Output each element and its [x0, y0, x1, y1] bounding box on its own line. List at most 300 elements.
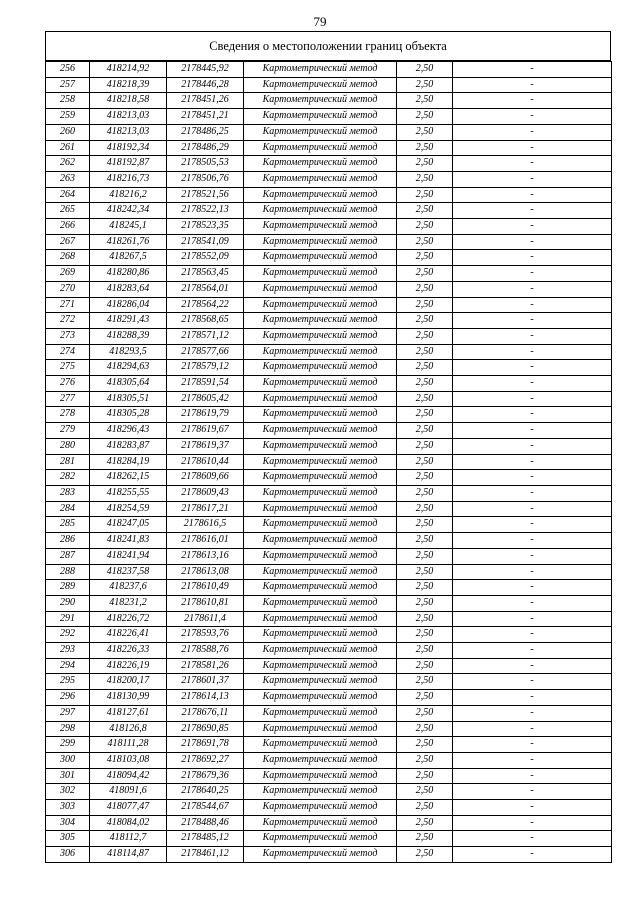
x-coordinate-cell: 418130,99: [90, 690, 167, 706]
table-row: [46, 360, 612, 376]
description-cell: -: [453, 187, 612, 203]
x-coordinate-cell: 418226,41: [90, 627, 167, 643]
x-coordinate-cell: 418261,76: [90, 234, 167, 250]
y-coordinate-cell: 2178619,37: [167, 438, 244, 454]
x-coordinate-cell: 418218,58: [90, 93, 167, 109]
x-coordinate-cell: 418255,55: [90, 485, 167, 501]
x-coordinate-cell: 418305,64: [90, 376, 167, 392]
x-coordinate-cell: 418091,6: [90, 784, 167, 800]
method-cell: Картометрический метод: [244, 250, 397, 266]
description-cell: -: [453, 627, 612, 643]
accuracy-cell: 2,50: [397, 690, 453, 706]
x-coordinate-cell: 418226,19: [90, 658, 167, 674]
y-coordinate-cell: 2178690,85: [167, 721, 244, 737]
table-row: [46, 140, 612, 156]
point-number-cell: 286: [46, 533, 90, 549]
description-cell: -: [453, 831, 612, 847]
description-cell: -: [453, 768, 612, 784]
point-number-cell: 292: [46, 627, 90, 643]
table-row: [46, 454, 612, 470]
table-title: Сведения о местоположении границ объекта: [45, 31, 611, 61]
method-cell: Картометрический метод: [244, 737, 397, 753]
accuracy-cell: 2,50: [397, 391, 453, 407]
table-row: [46, 171, 612, 187]
method-cell: Картометрический метод: [244, 423, 397, 439]
table-row: [46, 77, 612, 93]
y-coordinate-cell: 2178523,35: [167, 219, 244, 235]
y-coordinate-cell: 2178605,42: [167, 391, 244, 407]
y-coordinate-cell: 2178451,26: [167, 93, 244, 109]
table-row: [46, 93, 612, 109]
table-row: [46, 580, 612, 596]
x-coordinate-cell: 418226,72: [90, 611, 167, 627]
y-coordinate-cell: 2178613,08: [167, 564, 244, 580]
description-cell: -: [453, 752, 612, 768]
y-coordinate-cell: 2178691,78: [167, 737, 244, 753]
point-number-cell: 270: [46, 281, 90, 297]
x-coordinate-cell: 418254,59: [90, 501, 167, 517]
x-coordinate-cell: 418296,43: [90, 423, 167, 439]
accuracy-cell: 2,50: [397, 124, 453, 140]
method-cell: Картометрический метод: [244, 721, 397, 737]
point-number-cell: 301: [46, 768, 90, 784]
coordinates-table-body: [46, 62, 612, 863]
y-coordinate-cell: 2178609,43: [167, 485, 244, 501]
description-cell: -: [453, 297, 612, 313]
method-cell: Картометрический метод: [244, 470, 397, 486]
accuracy-cell: 2,50: [397, 674, 453, 690]
description-cell: -: [453, 219, 612, 235]
y-coordinate-cell: 2178568,65: [167, 313, 244, 329]
point-number-cell: 273: [46, 328, 90, 344]
x-coordinate-cell: 418237,58: [90, 564, 167, 580]
x-coordinate-cell: 418267,5: [90, 250, 167, 266]
accuracy-cell: 2,50: [397, 548, 453, 564]
x-coordinate-cell: 418127,61: [90, 705, 167, 721]
method-cell: Картометрический метод: [244, 627, 397, 643]
method-cell: Картометрический метод: [244, 438, 397, 454]
table-row: [46, 752, 612, 768]
table-row: [46, 815, 612, 831]
x-coordinate-cell: 418245,1: [90, 219, 167, 235]
method-cell: Картометрический метод: [244, 454, 397, 470]
table-row: [46, 485, 612, 501]
point-number-cell: 260: [46, 124, 90, 140]
table-row: [46, 564, 612, 580]
y-coordinate-cell: 2178552,09: [167, 250, 244, 266]
y-coordinate-cell: 2178617,21: [167, 501, 244, 517]
accuracy-cell: 2,50: [397, 376, 453, 392]
method-cell: Картометрический метод: [244, 674, 397, 690]
point-number-cell: 288: [46, 564, 90, 580]
accuracy-cell: 2,50: [397, 313, 453, 329]
description-cell: -: [453, 815, 612, 831]
y-coordinate-cell: 2178571,12: [167, 328, 244, 344]
y-coordinate-cell: 2178544,67: [167, 800, 244, 816]
accuracy-cell: 2,50: [397, 438, 453, 454]
description-cell: -: [453, 156, 612, 172]
y-coordinate-cell: 2178614,13: [167, 690, 244, 706]
accuracy-cell: 2,50: [397, 831, 453, 847]
accuracy-cell: 2,50: [397, 517, 453, 533]
method-cell: Картометрический метод: [244, 800, 397, 816]
point-number-cell: 295: [46, 674, 90, 690]
x-coordinate-cell: 418283,87: [90, 438, 167, 454]
y-coordinate-cell: 2178579,12: [167, 360, 244, 376]
description-cell: -: [453, 423, 612, 439]
y-coordinate-cell: 2178588,76: [167, 643, 244, 659]
point-number-cell: 302: [46, 784, 90, 800]
method-cell: Картометрический метод: [244, 234, 397, 250]
description-cell: -: [453, 266, 612, 282]
accuracy-cell: 2,50: [397, 580, 453, 596]
accuracy-cell: 2,50: [397, 281, 453, 297]
point-number-cell: 290: [46, 595, 90, 611]
method-cell: Картометрический метод: [244, 690, 397, 706]
x-coordinate-cell: 418114,87: [90, 847, 167, 863]
table-row: [46, 156, 612, 172]
accuracy-cell: 2,50: [397, 171, 453, 187]
y-coordinate-cell: 2178486,29: [167, 140, 244, 156]
accuracy-cell: 2,50: [397, 485, 453, 501]
x-coordinate-cell: 418286,04: [90, 297, 167, 313]
method-cell: Картометрический метод: [244, 611, 397, 627]
x-coordinate-cell: 418126,8: [90, 721, 167, 737]
table-row: [46, 391, 612, 407]
method-cell: Картометрический метод: [244, 140, 397, 156]
description-cell: -: [453, 705, 612, 721]
table-row: [46, 234, 612, 250]
method-cell: Картометрический метод: [244, 93, 397, 109]
x-coordinate-cell: 418213,03: [90, 109, 167, 125]
y-coordinate-cell: 2178563,45: [167, 266, 244, 282]
method-cell: Картометрический метод: [244, 187, 397, 203]
point-number-cell: 274: [46, 344, 90, 360]
description-cell: -: [453, 344, 612, 360]
point-number-cell: 284: [46, 501, 90, 517]
y-coordinate-cell: 2178445,92: [167, 62, 244, 78]
method-cell: Картометрический метод: [244, 501, 397, 517]
y-coordinate-cell: 2178564,22: [167, 297, 244, 313]
method-cell: Картометрический метод: [244, 847, 397, 863]
point-number-cell: 256: [46, 62, 90, 78]
point-number-cell: 281: [46, 454, 90, 470]
y-coordinate-cell: 2178676,11: [167, 705, 244, 721]
x-coordinate-cell: 418192,34: [90, 140, 167, 156]
y-coordinate-cell: 2178486,25: [167, 124, 244, 140]
table-row: [46, 344, 612, 360]
description-cell: -: [453, 784, 612, 800]
description-cell: -: [453, 360, 612, 376]
point-number-cell: 275: [46, 360, 90, 376]
accuracy-cell: 2,50: [397, 454, 453, 470]
table-row: [46, 124, 612, 140]
table-row: [46, 109, 612, 125]
method-cell: Картометрический метод: [244, 360, 397, 376]
description-cell: -: [453, 407, 612, 423]
x-coordinate-cell: 418242,34: [90, 203, 167, 219]
method-cell: Картометрический метод: [244, 266, 397, 282]
method-cell: Картометрический метод: [244, 548, 397, 564]
table-row: [46, 266, 612, 282]
method-cell: Картометрический метод: [244, 643, 397, 659]
accuracy-cell: 2,50: [397, 595, 453, 611]
point-number-cell: 293: [46, 643, 90, 659]
description-cell: -: [453, 140, 612, 156]
description-cell: -: [453, 454, 612, 470]
y-coordinate-cell: 2178541,09: [167, 234, 244, 250]
x-coordinate-cell: 418291,43: [90, 313, 167, 329]
description-cell: -: [453, 328, 612, 344]
method-cell: Картометрический метод: [244, 564, 397, 580]
x-coordinate-cell: 418214,92: [90, 62, 167, 78]
method-cell: Картометрический метод: [244, 344, 397, 360]
y-coordinate-cell: 2178616,01: [167, 533, 244, 549]
y-coordinate-cell: 2178564,01: [167, 281, 244, 297]
x-coordinate-cell: 418192,87: [90, 156, 167, 172]
method-cell: Картометрический метод: [244, 517, 397, 533]
y-coordinate-cell: 2178619,79: [167, 407, 244, 423]
point-number-cell: 264: [46, 187, 90, 203]
table-row: [46, 548, 612, 564]
method-cell: Картометрический метод: [244, 203, 397, 219]
table-row: [46, 423, 612, 439]
description-cell: -: [453, 234, 612, 250]
y-coordinate-cell: 2178692,27: [167, 752, 244, 768]
method-cell: Картометрический метод: [244, 815, 397, 831]
table-row: [46, 501, 612, 517]
x-coordinate-cell: 418094,42: [90, 768, 167, 784]
table-row: [46, 705, 612, 721]
accuracy-cell: 2,50: [397, 407, 453, 423]
x-coordinate-cell: 418226,33: [90, 643, 167, 659]
y-coordinate-cell: 2178451,21: [167, 109, 244, 125]
description-cell: -: [453, 611, 612, 627]
x-coordinate-cell: 418283,64: [90, 281, 167, 297]
table-row: [46, 784, 612, 800]
x-coordinate-cell: 418293,5: [90, 344, 167, 360]
description-cell: -: [453, 77, 612, 93]
table-row: [46, 328, 612, 344]
accuracy-cell: 2,50: [397, 297, 453, 313]
accuracy-cell: 2,50: [397, 800, 453, 816]
table-row: [46, 831, 612, 847]
y-coordinate-cell: 2178611,4: [167, 611, 244, 627]
x-coordinate-cell: 418237,6: [90, 580, 167, 596]
accuracy-cell: 2,50: [397, 266, 453, 282]
description-cell: -: [453, 800, 612, 816]
method-cell: Картометрический метод: [244, 752, 397, 768]
description-cell: -: [453, 517, 612, 533]
accuracy-cell: 2,50: [397, 203, 453, 219]
point-number-cell: 276: [46, 376, 90, 392]
x-coordinate-cell: 418112,7: [90, 831, 167, 847]
accuracy-cell: 2,50: [397, 784, 453, 800]
x-coordinate-cell: 418241,94: [90, 548, 167, 564]
point-number-cell: 277: [46, 391, 90, 407]
description-cell: -: [453, 847, 612, 863]
table-row: [46, 62, 612, 78]
table-row: [46, 297, 612, 313]
accuracy-cell: 2,50: [397, 156, 453, 172]
y-coordinate-cell: 2178601,37: [167, 674, 244, 690]
table-row: [46, 627, 612, 643]
accuracy-cell: 2,50: [397, 768, 453, 784]
x-coordinate-cell: 418216,2: [90, 187, 167, 203]
point-number-cell: 294: [46, 658, 90, 674]
accuracy-cell: 2,50: [397, 234, 453, 250]
coordinates-table: [45, 61, 612, 863]
point-number-cell: 298: [46, 721, 90, 737]
accuracy-cell: 2,50: [397, 328, 453, 344]
accuracy-cell: 2,50: [397, 93, 453, 109]
method-cell: Картометрический метод: [244, 62, 397, 78]
point-number-cell: 285: [46, 517, 90, 533]
accuracy-cell: 2,50: [397, 344, 453, 360]
table-row: [46, 517, 612, 533]
accuracy-cell: 2,50: [397, 77, 453, 93]
point-number-cell: 291: [46, 611, 90, 627]
description-cell: -: [453, 281, 612, 297]
y-coordinate-cell: 2178610,44: [167, 454, 244, 470]
point-number-cell: 269: [46, 266, 90, 282]
x-coordinate-cell: 418111,28: [90, 737, 167, 753]
method-cell: Картометрический метод: [244, 171, 397, 187]
accuracy-cell: 2,50: [397, 611, 453, 627]
table-row: [46, 203, 612, 219]
point-number-cell: 258: [46, 93, 90, 109]
point-number-cell: 287: [46, 548, 90, 564]
accuracy-cell: 2,50: [397, 752, 453, 768]
point-number-cell: 266: [46, 219, 90, 235]
x-coordinate-cell: 418231,2: [90, 595, 167, 611]
method-cell: Картометрический метод: [244, 297, 397, 313]
y-coordinate-cell: 2178521,56: [167, 187, 244, 203]
accuracy-cell: 2,50: [397, 423, 453, 439]
accuracy-cell: 2,50: [397, 815, 453, 831]
method-cell: Картометрический метод: [244, 658, 397, 674]
y-coordinate-cell: 2178488,46: [167, 815, 244, 831]
method-cell: Картометрический метод: [244, 533, 397, 549]
point-number-cell: 306: [46, 847, 90, 863]
x-coordinate-cell: 418284,19: [90, 454, 167, 470]
description-cell: -: [453, 391, 612, 407]
method-cell: Картометрический метод: [244, 784, 397, 800]
table-row: [46, 721, 612, 737]
x-coordinate-cell: 418305,28: [90, 407, 167, 423]
description-cell: -: [453, 109, 612, 125]
description-cell: -: [453, 501, 612, 517]
description-cell: -: [453, 737, 612, 753]
description-cell: -: [453, 171, 612, 187]
y-coordinate-cell: 2178593,76: [167, 627, 244, 643]
table-row: [46, 800, 612, 816]
description-cell: -: [453, 124, 612, 140]
accuracy-cell: 2,50: [397, 564, 453, 580]
accuracy-cell: 2,50: [397, 250, 453, 266]
accuracy-cell: 2,50: [397, 533, 453, 549]
point-number-cell: 282: [46, 470, 90, 486]
y-coordinate-cell: 2178616,5: [167, 517, 244, 533]
x-coordinate-cell: 418200,17: [90, 674, 167, 690]
y-coordinate-cell: 2178506,76: [167, 171, 244, 187]
accuracy-cell: 2,50: [397, 470, 453, 486]
x-coordinate-cell: 418294,63: [90, 360, 167, 376]
y-coordinate-cell: 2178619,67: [167, 423, 244, 439]
x-coordinate-cell: 418288,39: [90, 328, 167, 344]
accuracy-cell: 2,50: [397, 627, 453, 643]
point-number-cell: 267: [46, 234, 90, 250]
table-row: [46, 281, 612, 297]
point-number-cell: 289: [46, 580, 90, 596]
y-coordinate-cell: 2178610,49: [167, 580, 244, 596]
accuracy-cell: 2,50: [397, 109, 453, 125]
y-coordinate-cell: 2178640,25: [167, 784, 244, 800]
table-row: [46, 674, 612, 690]
point-number-cell: 296: [46, 690, 90, 706]
point-number-cell: 272: [46, 313, 90, 329]
method-cell: Картометрический метод: [244, 156, 397, 172]
description-cell: -: [453, 564, 612, 580]
description-cell: -: [453, 313, 612, 329]
accuracy-cell: 2,50: [397, 658, 453, 674]
description-cell: -: [453, 470, 612, 486]
point-number-cell: 300: [46, 752, 90, 768]
method-cell: Картометрический метод: [244, 391, 397, 407]
method-cell: Картометрический метод: [244, 376, 397, 392]
x-coordinate-cell: 418241,83: [90, 533, 167, 549]
y-coordinate-cell: 2178446,28: [167, 77, 244, 93]
point-number-cell: 279: [46, 423, 90, 439]
description-cell: -: [453, 674, 612, 690]
table-row: [46, 847, 612, 863]
y-coordinate-cell: 2178505,53: [167, 156, 244, 172]
point-number-cell: 268: [46, 250, 90, 266]
y-coordinate-cell: 2178609,66: [167, 470, 244, 486]
description-cell: -: [453, 438, 612, 454]
point-number-cell: 283: [46, 485, 90, 501]
point-number-cell: 305: [46, 831, 90, 847]
accuracy-cell: 2,50: [397, 501, 453, 517]
description-cell: -: [453, 250, 612, 266]
point-number-cell: 257: [46, 77, 90, 93]
description-cell: -: [453, 658, 612, 674]
method-cell: Картометрический метод: [244, 768, 397, 784]
method-cell: Картометрический метод: [244, 580, 397, 596]
table-row: [46, 250, 612, 266]
point-number-cell: 265: [46, 203, 90, 219]
table-row: [46, 643, 612, 659]
table-row: [46, 407, 612, 423]
page-number: 79: [313, 14, 327, 29]
point-number-cell: 304: [46, 815, 90, 831]
method-cell: Картометрический метод: [244, 219, 397, 235]
method-cell: Картометрический метод: [244, 485, 397, 501]
table-row: [46, 737, 612, 753]
point-number-cell: 262: [46, 156, 90, 172]
description-cell: -: [453, 721, 612, 737]
accuracy-cell: 2,50: [397, 219, 453, 235]
point-number-cell: 280: [46, 438, 90, 454]
x-coordinate-cell: 418247,05: [90, 517, 167, 533]
description-cell: -: [453, 533, 612, 549]
description-cell: -: [453, 595, 612, 611]
method-cell: Картометрический метод: [244, 328, 397, 344]
table-row: [46, 611, 612, 627]
point-number-cell: 303: [46, 800, 90, 816]
x-coordinate-cell: 418218,39: [90, 77, 167, 93]
x-coordinate-cell: 418213,03: [90, 124, 167, 140]
